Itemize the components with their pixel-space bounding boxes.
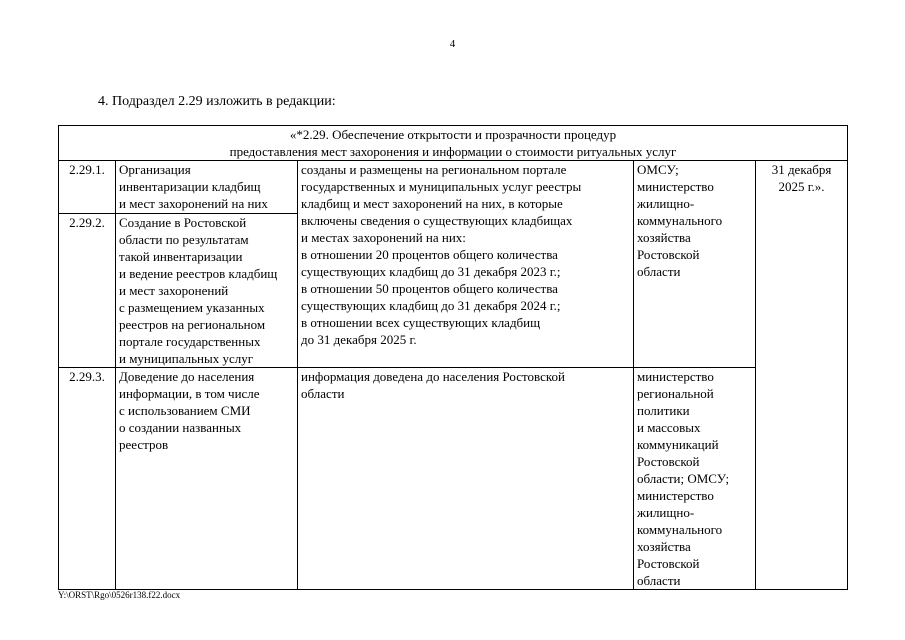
measure-cell: Создание в Ростовской области по результатам такой инвентаризации и ведение реестров кладбищ и мест захоронений с размещением указанных реестров на региональном портале государственных и муниципальных услуг	[116, 214, 298, 368]
page-number: 4	[449, 38, 456, 50]
responsible-cell: ОМСУ; министерство жилищно- коммунального хозяйства Ростовской области	[634, 161, 756, 368]
deadline-cell: 31 декабря 2025 г.».	[756, 161, 848, 590]
measure-cell: Организация инвентаризации кладбищ и мест захоронений на них	[116, 161, 298, 214]
row-number: 2.29.3.	[59, 368, 116, 590]
result-cell: информация доведена до населения Ростовской области	[298, 368, 634, 590]
measures-table	[58, 125, 848, 590]
section-heading: «*2.29. Обеспечение открытости и прозрачности процедур предоставления мест захоронения и информации о стоимости ритуальных услуг	[59, 126, 848, 161]
table-heading-row	[59, 126, 848, 161]
intro-text: 4. Подраздел 2.29 изложить в редакции:	[98, 94, 336, 109]
table-row	[59, 161, 848, 214]
table-row	[59, 368, 848, 590]
result-cell: созданы и размещены на региональном портале государственных и муниципальных услуг реестры кладбищ и мест захоронений на них, в которые включены сведения о существующих кладбищах и местах захоронений на них: в отношении 20 процентов общего количества существующих кладбищ до 31 декабря 2023 г.; в отношении 50 процентов общего количества существующих кладбищ до 31 декабря 2024 г.; в отношении всех существующих кладбищ до 31 декабря 2025 г.	[298, 161, 634, 368]
measure-cell: Доведение до населения информации, в том числе с использованием СМИ о создании названных реестров	[116, 368, 298, 590]
row-number: 2.29.2.	[59, 214, 116, 368]
file-path-footer: Y:\ORST\Rgo\0526r138.f22.docx	[58, 590, 181, 600]
responsible-cell: министерство региональной политики и массовых коммуникаций Ростовской области; ОМСУ; министерство жилищно- коммунального хозяйства Ростовской области	[634, 368, 756, 590]
row-number: 2.29.1.	[59, 161, 116, 214]
